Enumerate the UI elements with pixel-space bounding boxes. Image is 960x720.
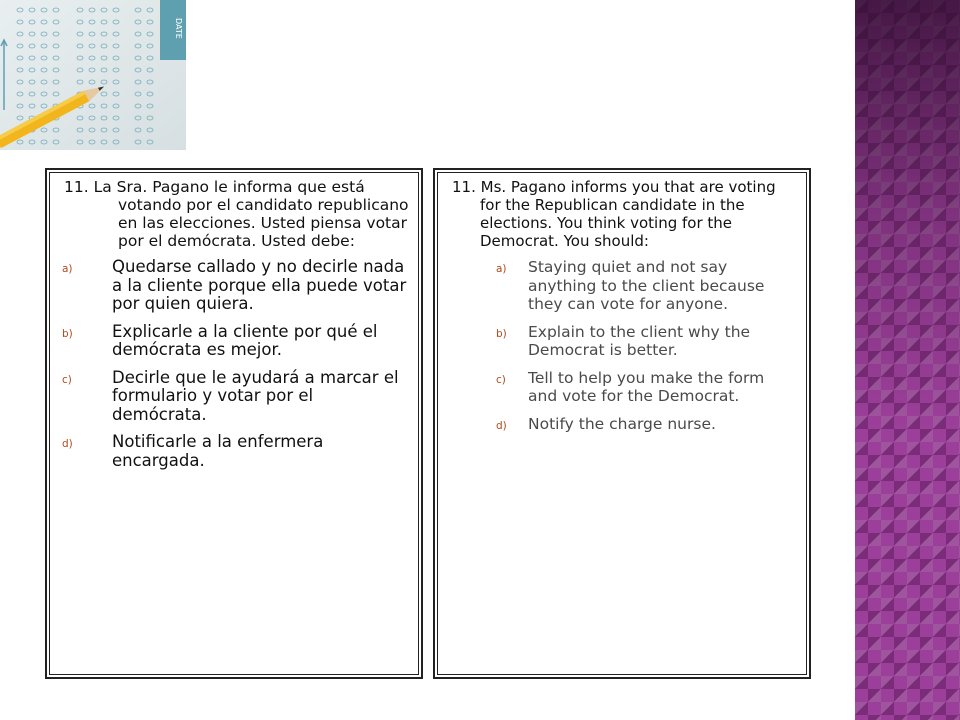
option-text: Staying quiet and not say anything to the client because they can vote for anyone. <box>528 258 765 313</box>
option-letter: c) <box>496 373 506 386</box>
option-letter: d) <box>496 419 507 432</box>
option-letter: b) <box>496 327 507 340</box>
option-text: Notify the charge nurse. <box>528 414 716 433</box>
answer-sheet-photo <box>0 0 186 150</box>
spanish-option-a <box>58 258 410 314</box>
answer-sheet-pencil-image <box>0 0 186 150</box>
option-letter: d) <box>62 438 73 450</box>
option-text: Decirle que le ayudará a marcar el formulario y votar por el demócrata. <box>112 367 399 424</box>
option-text: Notificarle a la enfermera encargada. <box>112 432 324 470</box>
spanish-option-c <box>58 369 410 425</box>
option-letter: a) <box>496 263 507 275</box>
english-option-b <box>446 323 798 360</box>
english-options-list <box>446 258 798 433</box>
spanish-question-text: 11. La Sra. Pagano le informa que está votando por el candidato republicano en las elecciones. Usted piensa votar por el demócrata. Usted debe: <box>64 178 409 250</box>
option-letter: c) <box>62 373 72 386</box>
spanish-option-b <box>58 323 410 360</box>
spanish-options-list <box>58 258 410 470</box>
english-option-c <box>446 369 798 406</box>
spanish-question-box <box>45 168 423 679</box>
english-option-d <box>446 415 798 434</box>
english-question-text: 11. Ms. Pagano informs you that are voting for the Republican candidate in the elections. You think voting for the Democrat. You should: <box>452 178 776 250</box>
option-text: Explicarle a la cliente por qué el demócrata es mejor. <box>112 321 378 359</box>
option-text: Tell to help you make the form and vote for the Democrat. <box>528 368 765 405</box>
option-text: Explain to the client why the Democrat is better. <box>528 322 751 359</box>
english-option-a <box>446 258 798 314</box>
spanish-option-d <box>58 433 410 470</box>
option-letter: b) <box>62 327 73 340</box>
option-letter: a) <box>62 263 73 275</box>
sheet-label: DATE <box>174 18 183 39</box>
option-text: Quedarse callado y no decirle nada a la cliente porque ella puede votar por quien quiera. <box>112 257 407 313</box>
english-question-box <box>433 168 811 679</box>
decorative-pattern-strip <box>855 0 960 720</box>
